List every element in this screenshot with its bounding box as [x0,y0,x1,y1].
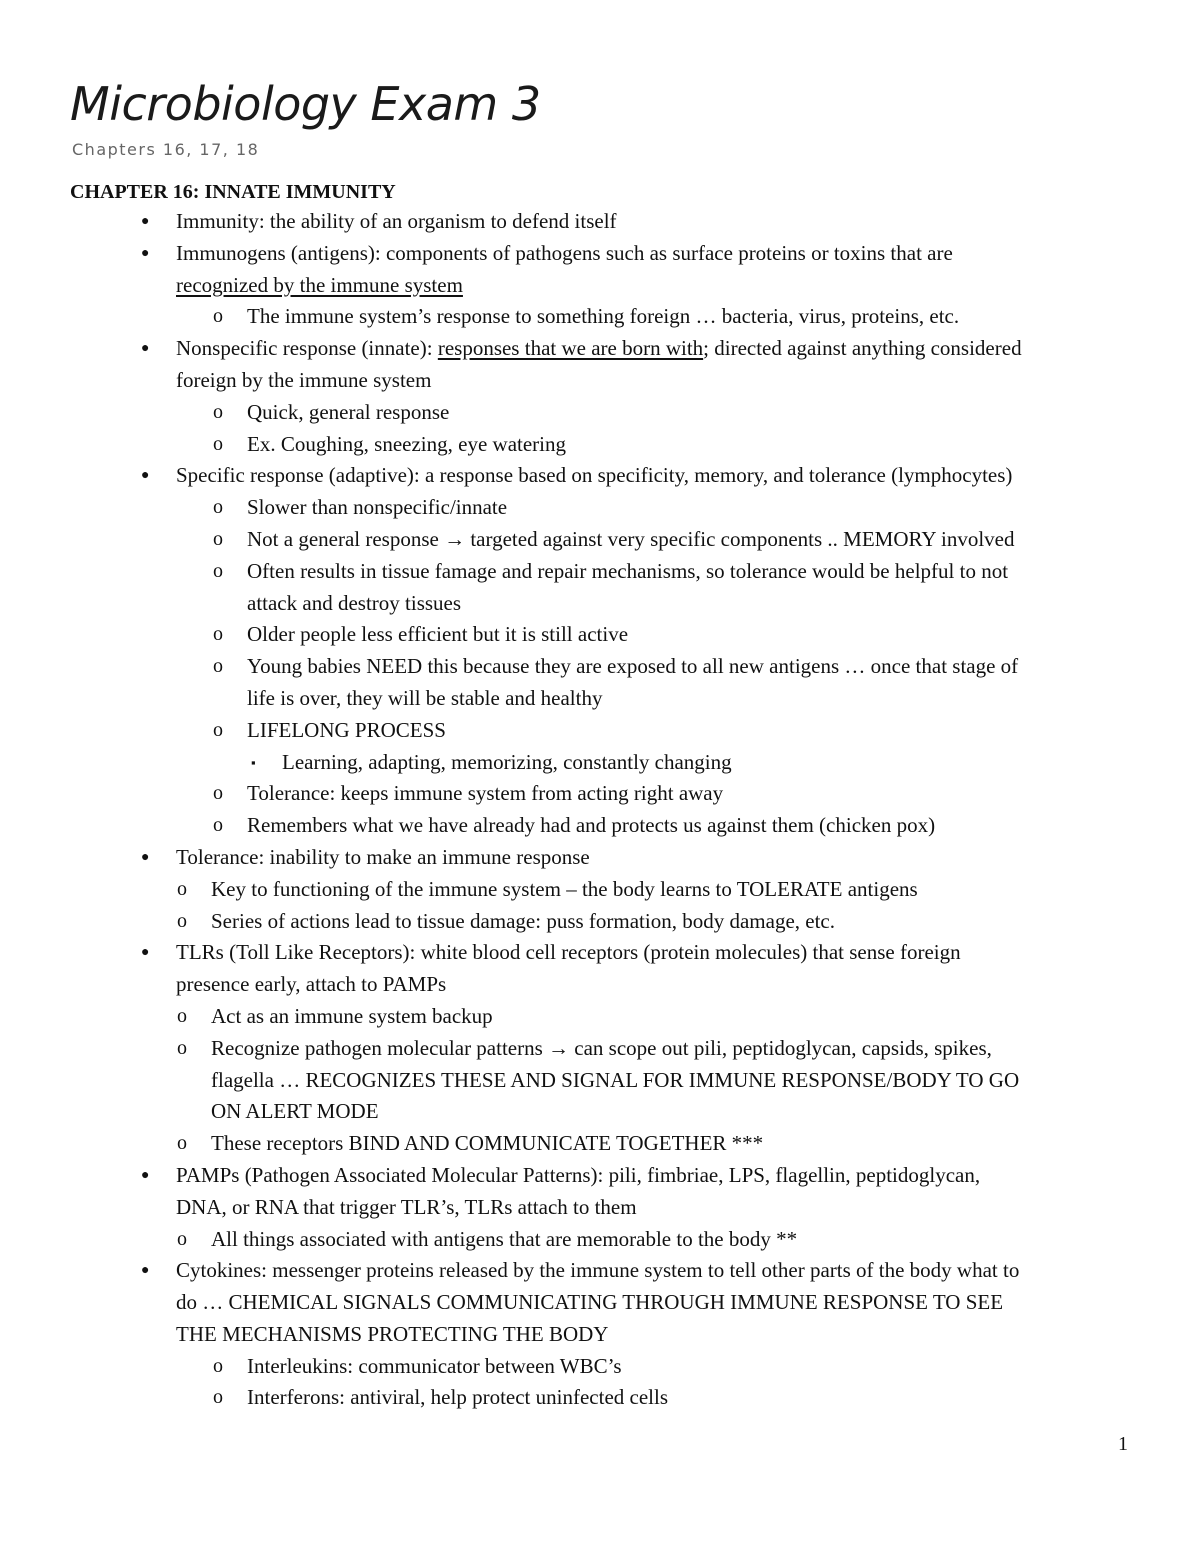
list-item-continuation: presence early, attach to PAMPs [176,972,447,997]
sub-list-item: o Interleukins: communicator between WBC’s [0,1351,1200,1383]
bullet-circle-icon: o [177,877,187,900]
list-item: ● Immunogens (antigens): components of pathogens such as surface proteins or toxins that are [0,238,1200,270]
bullet-dot-icon: ● [141,1167,150,1183]
bullet-dot-icon: ● [141,341,150,357]
sub-list-item: o Ex. Coughing, sneezing, eye watering [0,429,1200,461]
bullet-circle-icon: o [213,496,223,519]
bullet-circle-icon: o [177,1036,187,1059]
list-item-continuation: DNA, or RNA that trigger TLR’s, TLRs attach to them [176,1194,637,1219]
sub-list-item: o Recognize pathogen molecular patterns → can scope out pili, peptidoglycan, capsids, spikes, [0,1033,1200,1065]
list-item: ● PAMPs (Pathogen Associated Molecular Patterns): pili, fimbriae, LPS, flagellin, peptidoglycan, [0,1160,1200,1192]
sub-list-item: o Act as an immune system backup [0,1001,1200,1033]
bullet-dot-icon: ● [141,468,150,484]
bullet-circle-icon: o [213,400,223,423]
bullet-circle-icon: o [213,1386,223,1409]
bullet-circle-icon: o [213,782,223,805]
bullet-circle-icon: o [213,1354,223,1377]
bullet-circle-icon: o [213,527,223,550]
bullet-circle-icon: o [213,305,223,328]
sub-list-item: o Key to functioning of the immune system – the body learns to TOLERATE antigens [0,874,1200,906]
sub-list-item: o These receptors BIND AND COMMUNICATE TOGETHER *** [0,1128,1200,1160]
bullet-circle-icon: o [177,1227,187,1250]
document-title: Microbiology Exam 3 [70,77,541,131]
list-item: ● Tolerance: inability to make an immune response [0,842,1200,874]
sub-list-item-continuation: flagella … RECOGNIZES THESE AND SIGNAL FOR IMMUNE RESPONSE/BODY TO GO [211,1067,1020,1092]
sub-list-item: o Interferons: antiviral, help protect uninfected cells [0,1382,1200,1414]
document-subtitle: Chapters 16, 17, 18 [72,140,260,159]
sub-list-item: o Quick, general response [0,397,1200,429]
sub-sub-list-item: ▪ Learning, adapting, memorizing, constantly changing [0,747,1200,779]
list-item: ● Nonspecific response (innate): responses that we are born with; directed against anything considered [0,333,1200,365]
sub-list-item-continuation: attack and destroy tissues [247,590,462,615]
sub-list-item: o Not a general response → targeted against very specific components .. MEMORY involved [0,524,1200,556]
bullet-circle-icon: o [213,432,223,455]
bullet-circle-icon: o [177,909,187,932]
list-item: ● Immunity: the ability of an organism to defend itself [0,206,1200,238]
notes-list [0,206,1200,1414]
sub-list-item: o Slower than nonspecific/innate [0,492,1200,524]
bullet-circle-icon: o [213,718,223,741]
list-item-continuation: recognized by the immune system [176,272,463,297]
sub-list-item: o Older people less efficient but it is still active [0,619,1200,651]
bullet-circle-icon: o [213,623,223,646]
list-item-continuation: do … CHEMICAL SIGNALS COMMUNICATING THROUGH IMMUNE RESPONSE TO SEE [176,1290,1004,1315]
sub-list-item: o All things associated with antigens that are memorable to the body ** [0,1224,1200,1256]
sub-list-item: o Tolerance: keeps immune system from acting right away [0,778,1200,810]
bullet-dot-icon: ● [141,849,150,865]
bullet-dot-icon: ● [141,1263,150,1279]
list-item-continuation: foreign by the immune system [176,367,432,392]
bullet-circle-icon: o [177,1132,187,1155]
page-number: 1 [1118,1433,1128,1455]
chapter-heading: CHAPTER 16: INNATE IMMUNITY [70,181,396,203]
sub-list-item: o LIFELONG PROCESS [0,715,1200,747]
bullet-circle-icon: o [213,559,223,582]
sub-list-item-continuation: life is over, they will be stable and healthy [247,685,603,710]
sub-list-item: o Series of actions lead to tissue damage: puss formation, body damage, etc. [0,906,1200,938]
list-item-continuation: THE MECHANISMS PROTECTING THE BODY [176,1321,609,1346]
list-item: ● TLRs (Toll Like Receptors): white blood cell receptors (protein molecules) that sense foreign [0,937,1200,969]
sub-list-item: o The immune system’s response to something foreign … bacteria, virus, proteins, etc. [0,301,1200,333]
bullet-square-icon: ▪ [251,754,256,770]
bullet-dot-icon: ● [141,214,150,229]
sub-list-item: o Young babies NEED this because they are exposed to all new antigens … once that stage of [0,651,1200,683]
bullet-dot-icon: ● [141,945,150,961]
sub-list-item-continuation: ON ALERT MODE [211,1099,379,1124]
bullet-circle-icon: o [213,655,223,678]
bullet-dot-icon: ● [141,245,150,261]
bullet-circle-icon: o [177,1004,187,1027]
sub-list-item: o Remembers what we have already had and protects us against them (chicken pox) [0,810,1200,842]
list-item: ● Cytokines: messenger proteins released by the immune system to tell other parts of the body what to [0,1255,1200,1287]
list-item: ● Specific response (adaptive): a response based on specificity, memory, and tolerance (lymphocytes) [0,460,1200,492]
bullet-circle-icon: o [213,814,223,837]
sub-list-item: o Often results in tissue famage and repair mechanisms, so tolerance would be helpful to not [0,556,1200,588]
